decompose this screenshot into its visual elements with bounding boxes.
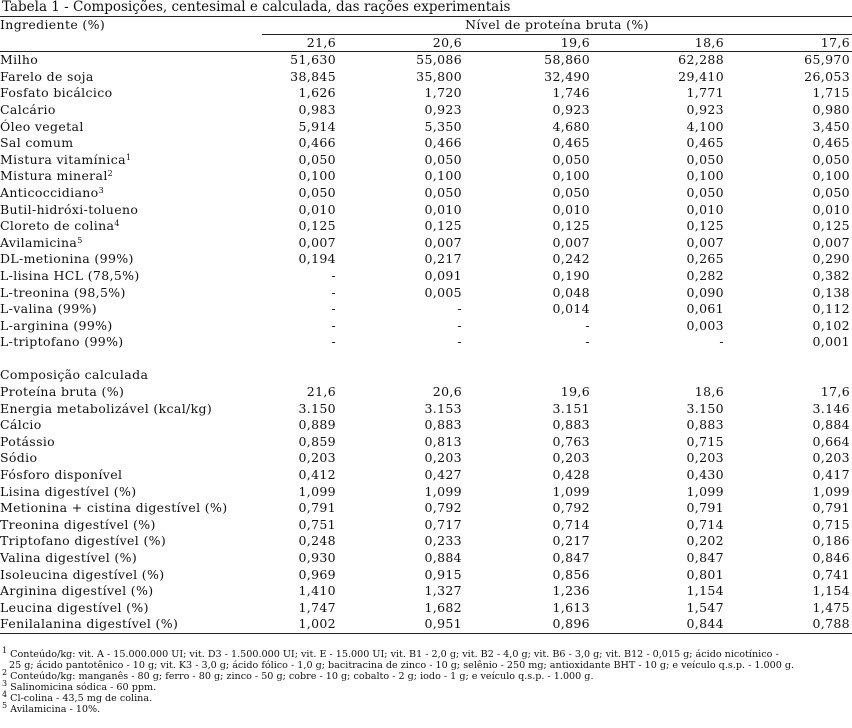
value-cell: - (331, 267, 336, 283)
value-cell: 0,741 (812, 566, 850, 582)
footnote-number: 5 (2, 701, 8, 710)
value-cell: 1,002 (262, 616, 378, 633)
row-label-text: Fenilalanina digestível (%) (0, 616, 179, 632)
table-row (0, 152, 852, 169)
row-label-text: Energia metabolizável (kcal/kg) (0, 400, 213, 416)
row-label (0, 334, 262, 351)
value-cell: 0,813 (424, 433, 462, 449)
value-cell: 1,154 (812, 583, 850, 599)
table-row (0, 85, 852, 102)
value-cell: 0,050 (424, 184, 462, 200)
value-cell: 0,090 (686, 284, 724, 300)
table-row (0, 285, 852, 302)
value-cell: 1,236 (552, 583, 590, 599)
value-cell: 19,6 (560, 384, 590, 400)
value-cell: 0,465 (812, 135, 850, 151)
value-cell: 0,014 (552, 301, 590, 317)
value-cell: 0,048 (552, 284, 590, 300)
value-cell: 1,099 (686, 483, 724, 499)
row-label (0, 484, 262, 501)
value-cell: 0,203 (424, 450, 462, 466)
value-cell: 1,747 (298, 599, 336, 615)
row-label-text: L-treonina (98,5%) (0, 284, 126, 300)
footnote-number: 2 (2, 668, 8, 677)
value-cell: 21,6 (306, 384, 336, 400)
row-label (0, 69, 262, 86)
table-row (0, 202, 852, 219)
value-cell: 0,010 (298, 201, 336, 217)
row-label (0, 235, 262, 252)
table-row (0, 235, 852, 252)
value-cell: 0,465 (552, 135, 590, 151)
row-label (0, 550, 262, 567)
row-label-text: Cálcio (0, 417, 42, 433)
value-cell: 0,233 (424, 533, 462, 549)
value-cell: 0,715 (686, 433, 724, 449)
value-cell: 0,788 (768, 616, 852, 633)
row-label-text: Avilamicina (0, 234, 78, 250)
value-cell: - (457, 317, 462, 333)
value-cell: 0,050 (812, 184, 850, 200)
value-cell: 0,466 (298, 135, 336, 151)
row-label-text: Fosfato bicálcico (0, 85, 113, 101)
value-cell: 1,682 (424, 599, 462, 615)
row-label (0, 500, 262, 517)
value-cell: 0,010 (812, 201, 850, 217)
value-cell: 0,382 (812, 267, 850, 283)
value-cell: 0,003 (686, 317, 724, 333)
table-row (0, 533, 852, 550)
row-label (0, 268, 262, 285)
table-row (0, 135, 852, 152)
row-label (0, 168, 262, 185)
value-cell: 0,923 (552, 101, 590, 117)
row-label-text: Cloreto de colina (0, 218, 115, 234)
footnote-text: Conteúdo/kg: vit. A - 15.000.000 UI; vit. D3 - 1.500.000 UI; vit. E - 15.000 UI; vit. B1 - 2,0 g; vit. B2 - 4,0 g; vit. B6 - 3,0 g; vit. B12 - 0,015 g; ácido nicotínico - (10, 649, 779, 660)
footnote (2, 668, 852, 682)
value-cell: 0,050 (424, 151, 462, 167)
row-label (0, 301, 262, 318)
row-label (0, 567, 262, 584)
value-cell: 0,007 (298, 234, 336, 250)
value-cell: 0,100 (424, 168, 462, 184)
value-cell: 5,914 (298, 118, 336, 134)
footnotes (2, 646, 852, 715)
level-header: 19,6 (502, 34, 630, 52)
value-cell: 0,010 (552, 201, 590, 217)
value-cell: 0,923 (424, 101, 462, 117)
value-cell: 0,125 (686, 218, 724, 234)
table-row (0, 318, 852, 335)
value-cell: 1,475 (812, 599, 850, 615)
value-cell: 0,125 (424, 218, 462, 234)
value-cell: 0,983 (298, 101, 336, 117)
value-cell: 0,125 (298, 218, 336, 234)
row-label (0, 285, 262, 302)
value-cell: 0,001 (812, 334, 850, 350)
table-row (0, 550, 852, 567)
value-cell: 1,715 (812, 85, 850, 101)
value-cell: 0,847 (552, 550, 590, 565)
row-label (0, 616, 262, 633)
table-row (0, 500, 852, 517)
footnote-marker: 1 (125, 152, 131, 162)
value-cell: 0,930 (298, 550, 336, 565)
value-cell: 0,050 (812, 151, 850, 167)
row-label-text: Proteína bruta (%) (0, 384, 125, 400)
table-row (0, 484, 852, 501)
footnote-number: 1 (2, 646, 8, 655)
row-label (0, 251, 262, 268)
value-cell: 0,091 (424, 267, 462, 283)
value-cell: 1,099 (424, 483, 462, 499)
footnote (2, 701, 852, 715)
value-cell: 0,125 (812, 218, 850, 234)
value-cell: 0,203 (812, 450, 850, 466)
row-label-text: Óleo vegetal (0, 118, 84, 134)
value-cell: 0,466 (424, 135, 462, 151)
footnote-continuation: 25 g; ácido pantotênico - 10 g; vit. K3 - 3,0 g; ácido fólico - 1,0 g; bacitracina de zinco - 10 g; selênio - 250 mg; antioxidante BHT - 10 g; e veículo q.s.p. - 1.000 g. (9, 660, 795, 671)
row-label (0, 318, 262, 335)
table-row (0, 119, 852, 136)
value-cell: 0,290 (812, 251, 850, 267)
value-cell: 58,860 (544, 52, 590, 68)
value-cell: 1,099 (298, 483, 336, 499)
value-cell: 1,771 (686, 85, 724, 101)
value-cell: 0,889 (298, 417, 336, 433)
row-label (0, 467, 262, 484)
row-label (0, 152, 262, 169)
value-cell: 0,007 (812, 234, 850, 250)
value-cell: 1,613 (552, 599, 590, 615)
footnote (2, 679, 852, 693)
value-cell: 0,217 (424, 251, 462, 267)
footnote-marker: 3 (98, 185, 104, 195)
value-cell: - (719, 334, 724, 350)
table-row (0, 102, 852, 119)
value-cell: - (585, 334, 590, 350)
value-cell: 0,846 (812, 550, 850, 565)
value-cell: 0,791 (298, 500, 336, 516)
value-cell: 1,099 (552, 483, 590, 499)
table-row (0, 417, 852, 434)
value-cell: 29,410 (678, 68, 724, 84)
value-cell: 0,248 (298, 533, 336, 549)
row-label-text: Potássio (0, 433, 56, 449)
value-cell: 1,547 (686, 599, 724, 615)
row-label (0, 434, 262, 451)
value-cell: 18,6 (694, 384, 724, 400)
table-row (0, 52, 852, 69)
footnote-marker: 2 (107, 169, 113, 179)
row-label-text: Sódio (0, 450, 38, 466)
value-cell: 38,845 (290, 68, 336, 84)
value-cell: 0,664 (812, 433, 850, 449)
table-row (0, 69, 852, 86)
value-cell: 32,490 (544, 68, 590, 84)
value-cell: 0,883 (686, 417, 724, 433)
footnote-text: Salinomicina sódica - 60 ppm. (10, 682, 157, 693)
footnote-number: 3 (2, 679, 8, 688)
protein-level-group-header: Nível de proteína bruta (%) (262, 17, 852, 35)
composition-table (0, 16, 852, 634)
value-cell: 0,005 (424, 284, 462, 300)
value-cell: 26,053 (804, 68, 850, 84)
value-cell: 0,417 (812, 467, 850, 483)
value-cell: 0,714 (686, 516, 724, 532)
value-cell: 0,186 (812, 533, 850, 549)
value-cell: 0,763 (552, 433, 590, 449)
row-label (0, 401, 262, 418)
value-cell: 0,883 (424, 417, 462, 433)
footnote-number: 4 (2, 690, 8, 699)
value-cell: 0,217 (552, 533, 590, 549)
row-label (0, 119, 262, 136)
value-cell: 0,282 (686, 267, 724, 283)
value-cell: 0,100 (686, 168, 724, 184)
table-row (0, 384, 852, 401)
row-label-text: DL-metionina (99%) (0, 251, 134, 267)
value-cell: 0,050 (298, 151, 336, 167)
row-label-text: Mistura mineral (0, 168, 108, 184)
level-header: 20,6 (378, 34, 502, 52)
value-cell: 0,428 (552, 467, 590, 483)
table-caption: Tabela 1 - Composições, centesimal e calculada, das rações experimentais (2, 0, 511, 15)
row-label (0, 450, 262, 467)
value-cell: - (585, 317, 590, 333)
value-cell: 0,884 (424, 550, 462, 565)
row-label (0, 533, 262, 550)
value-cell: 0,951 (378, 616, 502, 633)
calculated-section-title: Composição calculada (0, 367, 149, 383)
value-cell: 0,844 (630, 616, 768, 633)
value-cell: 1,410 (298, 583, 336, 599)
value-cell: 0,883 (552, 417, 590, 433)
value-cell: 3.146 (812, 400, 850, 416)
value-cell: 0,190 (552, 267, 590, 283)
table-row (0, 567, 852, 584)
value-cell: 0,430 (686, 467, 724, 483)
table-row (0, 434, 852, 451)
value-cell: - (331, 301, 336, 317)
ingredient-column-header: Ingrediente (%) (0, 17, 262, 35)
value-cell: - (457, 301, 462, 317)
value-cell: 1,154 (686, 583, 724, 599)
table-row (0, 583, 852, 600)
row-label-text: Valina digestível (%) (0, 550, 138, 565)
value-cell: 0,896 (502, 616, 630, 633)
calculated-section (0, 384, 852, 633)
table-row (0, 467, 852, 484)
footnote-text: Cl-colina - 43,5 mg de colina. (10, 693, 153, 704)
value-cell: 0,050 (552, 184, 590, 200)
value-cell: 0,061 (686, 301, 724, 317)
row-label-text: Lisina digestível (%) (0, 483, 137, 499)
table-row (0, 168, 852, 185)
row-label-text: Treonina digestível (%) (0, 516, 156, 532)
value-cell: 1,099 (812, 483, 850, 499)
value-cell: 3,450 (812, 118, 850, 134)
footnote (2, 646, 852, 660)
value-cell: 3.153 (424, 400, 462, 416)
value-cell: - (331, 317, 336, 333)
value-cell: 0,007 (552, 234, 590, 250)
table-row (0, 251, 852, 268)
value-cell: 0,856 (552, 566, 590, 582)
value-cell: 1,746 (552, 85, 590, 101)
value-cell: 0,242 (552, 251, 590, 267)
table-row (0, 600, 852, 617)
row-label (0, 600, 262, 617)
value-cell: 5,350 (424, 118, 462, 134)
value-cell: 20,6 (432, 384, 462, 400)
value-cell: 0,801 (686, 566, 724, 582)
table-row (0, 334, 852, 351)
footnote-text: Conteúdo/kg: manganês - 80 g; ferro - 80 g; zinco - 50 g; cobre - 10 g; cobalto - 2 g; iodo - 1 g; e veículo q.s.p. - 1.000 g. (10, 671, 594, 682)
table-row (0, 517, 852, 534)
table-row (0, 301, 852, 318)
value-cell: 4,680 (552, 118, 590, 134)
value-cell: - (457, 334, 462, 350)
row-label-text: Metionina + cistina digestível (%) (0, 500, 228, 516)
ingredients-section (0, 52, 852, 351)
row-label (0, 135, 262, 152)
value-cell: 62,288 (678, 52, 724, 68)
value-cell: 0,203 (552, 450, 590, 466)
row-label-text: Calcário (0, 101, 56, 117)
value-cell: 0,102 (812, 317, 850, 333)
value-cell: 0,194 (298, 251, 336, 267)
value-cell: 4,100 (686, 118, 724, 134)
row-label-text: L-triptofano (99%) (0, 334, 124, 350)
row-label-text: L-arginina (99%) (0, 317, 113, 333)
value-cell: 1,720 (424, 85, 462, 101)
row-label-text: L-lisina HCL (78,5%) (0, 267, 140, 283)
value-cell: 0,465 (686, 135, 724, 151)
table-row (0, 450, 852, 467)
value-cell: 1,626 (298, 85, 336, 101)
row-label-text: L-valina (99%) (0, 301, 97, 317)
table-row (0, 401, 852, 418)
value-cell: 0,010 (686, 201, 724, 217)
calculated-section-title-row (0, 351, 852, 384)
value-cell: 0,717 (424, 516, 462, 532)
value-cell: 0,007 (686, 234, 724, 250)
row-label-text: Leucina digestível (%) (0, 599, 149, 615)
value-cell: 0,050 (552, 151, 590, 167)
value-cell: 0,203 (298, 450, 336, 466)
row-label-text: Isoleucina digestível (%) (0, 566, 165, 582)
value-cell: 0,138 (812, 284, 850, 300)
level-header: 21,6 (262, 34, 378, 52)
value-cell: 17,6 (820, 384, 850, 400)
row-label (0, 583, 262, 600)
value-cell: 1,327 (424, 583, 462, 599)
table-row (0, 616, 852, 633)
value-cell: 0,050 (686, 151, 724, 167)
value-cell: 0,751 (298, 516, 336, 532)
footnote (2, 690, 852, 704)
value-cell: - (331, 284, 336, 300)
value-cell: 0,969 (298, 566, 336, 582)
row-label (0, 85, 262, 102)
row-label-text: Butil-hidróxi-tolueno (0, 201, 139, 217)
value-cell: 0,923 (686, 101, 724, 117)
value-cell: 65,970 (804, 52, 850, 68)
value-cell: 0,715 (812, 516, 850, 532)
value-cell: 3.151 (552, 400, 590, 416)
row-label-text: Mistura vitamínica (0, 151, 126, 167)
table-row (0, 218, 852, 235)
value-cell: 51,630 (290, 52, 336, 68)
row-label (0, 384, 262, 401)
row-label (0, 52, 262, 69)
value-cell: 0,125 (552, 218, 590, 234)
row-label-text: Sal comum (0, 135, 74, 151)
row-label (0, 417, 262, 434)
row-label (0, 202, 262, 219)
value-cell: 0,714 (552, 516, 590, 532)
value-cell: 0,980 (812, 101, 850, 117)
row-label (0, 218, 262, 235)
value-cell: 0,100 (552, 168, 590, 184)
value-cell: 0,050 (298, 184, 336, 200)
table-row (0, 185, 852, 202)
value-cell: 0,202 (686, 533, 724, 549)
row-label (0, 517, 262, 534)
row-label-text: Milho (0, 52, 39, 68)
value-cell: 0,100 (298, 168, 336, 184)
footnote-marker: 4 (114, 219, 120, 229)
value-cell: 0,412 (298, 467, 336, 483)
footnote-marker: 5 (77, 235, 83, 245)
value-cell: 0,007 (424, 234, 462, 250)
value-cell: 0,203 (686, 450, 724, 466)
row-label (0, 185, 262, 202)
value-cell: 0,792 (552, 500, 590, 516)
value-cell: 0,265 (686, 251, 724, 267)
value-cell: 3.150 (686, 400, 724, 416)
value-cell: 0,050 (686, 184, 724, 200)
table-row (0, 268, 852, 285)
value-cell: 0,791 (686, 500, 724, 516)
value-cell: 0,884 (812, 417, 850, 433)
value-cell: 0,915 (424, 566, 462, 582)
footnote-text: Avilamicina - 10%. (10, 704, 101, 715)
row-label-text: Arginina digestível (%) (0, 583, 154, 599)
value-cell: 0,847 (686, 550, 724, 565)
value-cell: 3.150 (298, 400, 336, 416)
level-header: 18,6 (630, 34, 768, 52)
row-label-text: Fósforo disponível (0, 467, 123, 483)
value-cell: 0,859 (298, 433, 336, 449)
value-cell: 55,086 (416, 52, 462, 68)
value-cell: 0,010 (424, 201, 462, 217)
value-cell: 0,112 (812, 301, 850, 317)
row-label (0, 102, 262, 119)
value-cell: 0,427 (424, 467, 462, 483)
row-label-text: Triptofano digestível (%) (0, 533, 167, 549)
value-cell: 35,800 (416, 68, 462, 84)
row-label-text: Farelo de soja (0, 68, 94, 84)
value-cell: 0,791 (812, 500, 850, 516)
value-cell: - (331, 334, 336, 350)
row-label-text: Anticoccidiano (0, 184, 99, 200)
value-cell: 0,792 (424, 500, 462, 516)
value-cell: 0,100 (812, 168, 850, 184)
level-header: 17,6 (768, 34, 852, 52)
